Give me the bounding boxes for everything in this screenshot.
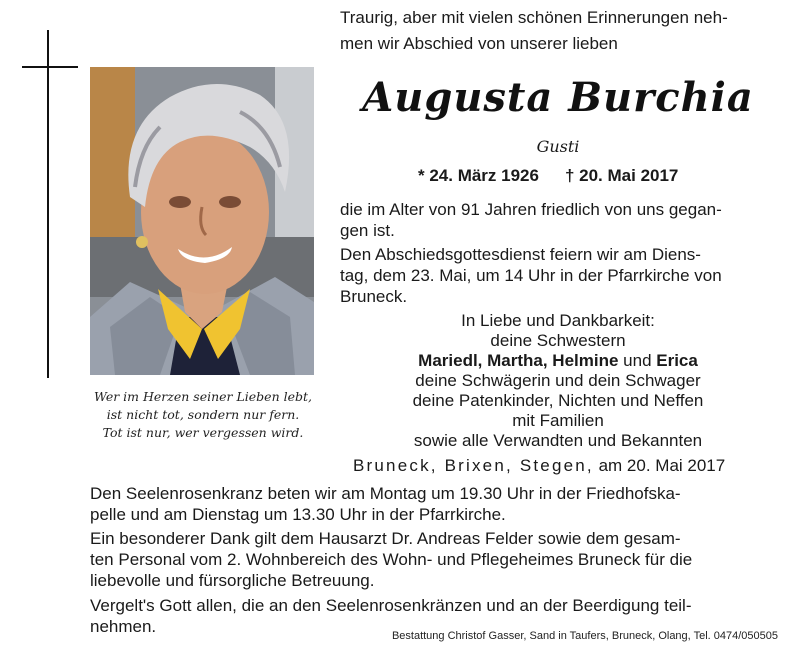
- intro-line: men wir Abschied von unserer lieben: [340, 34, 618, 53]
- mourners-line: sowie alle Verwandten und Bekannten: [413, 431, 703, 450]
- deceased-name: Augusta Burchia: [362, 74, 754, 121]
- sisters-names: Mariedl, Martha, Helmine: [418, 351, 619, 370]
- rosary-line: Den Seelenrosenkranz beten wir am Montag um 19.30 Uhr in der Friedhofska-: [90, 484, 681, 503]
- mourners-line: deine Patenkinder, Nichten und Neffen: [412, 391, 704, 410]
- thanks-line: ten Personal vom 2. Wohnbereich des Wohn- und Pflegeheimes Bruneck für die: [90, 550, 693, 569]
- life-dates: [418, 166, 678, 186]
- portrait-photo: [90, 67, 314, 375]
- thanks-line: liebevolle und fürsorgliche Betreuung.: [90, 571, 375, 590]
- age-line: gen ist.: [340, 221, 395, 240]
- cross-icon-bar: [22, 66, 78, 68]
- death-date: † 20. Mai 2017: [564, 166, 679, 185]
- mourners-sisters-names: [340, 351, 776, 371]
- rosary-line: pelle und am Dienstag um 13.30 Uhr in der Pfarrkirche.: [90, 505, 506, 524]
- intro-line: Traurig, aber mit vielen schönen Erinnerungen neh-: [340, 8, 728, 27]
- cross-icon: [47, 30, 49, 378]
- final-line: nehmen.: [90, 617, 157, 636]
- service-line: Den Abschiedsgottesdienst feiern wir am Diens-: [340, 245, 701, 264]
- service-line: tag, dem 23. Mai, um 14 Uhr in der Pfarrkirche von: [340, 266, 722, 285]
- age-line: die im Alter von 91 Jahren friedlich von uns gegan-: [340, 200, 722, 219]
- birth-date: * 24. März 1926: [418, 166, 539, 185]
- mourners-sisters-label: deine Schwestern: [490, 331, 626, 350]
- places: Bruneck, Brixen, Stegen,: [353, 456, 594, 475]
- sister-last: Erica: [656, 351, 698, 370]
- final-line: Vergelt's Gott allen, die an den Seelenrosenkränzen und an der Beerdigung teil-: [90, 596, 692, 615]
- thanks-line: Ein besonderer Dank gilt dem Hausarzt Dr. Andreas Felder sowie dem gesam-: [90, 529, 681, 548]
- sisters-and: und: [618, 351, 657, 370]
- funeral-home-footer: Bestattung Christof Gasser, Sand in Taufers, Bruneck, Olang, Tel. 0474/050505: [391, 630, 778, 642]
- verse-line: ist nicht tot, sondern nur fern.: [106, 407, 300, 422]
- place-date-line: [353, 456, 725, 476]
- mourners-line: mit Familien: [512, 411, 604, 430]
- mourners-line: deine Schwägerin und dein Schwager: [415, 371, 701, 390]
- verse-line: Wer im Herzen seiner Lieben lebt,: [94, 389, 312, 404]
- notice-date: am 20. Mai 2017: [593, 456, 726, 475]
- verse-line: Tot ist nur, wer vergessen wird.: [102, 425, 304, 440]
- mourners-intro: In Liebe und Dankbarkeit:: [461, 311, 655, 330]
- service-line: Bruneck.: [340, 287, 408, 306]
- deceased-nickname: Gusti: [536, 137, 580, 156]
- memorial-verse: [80, 388, 326, 442]
